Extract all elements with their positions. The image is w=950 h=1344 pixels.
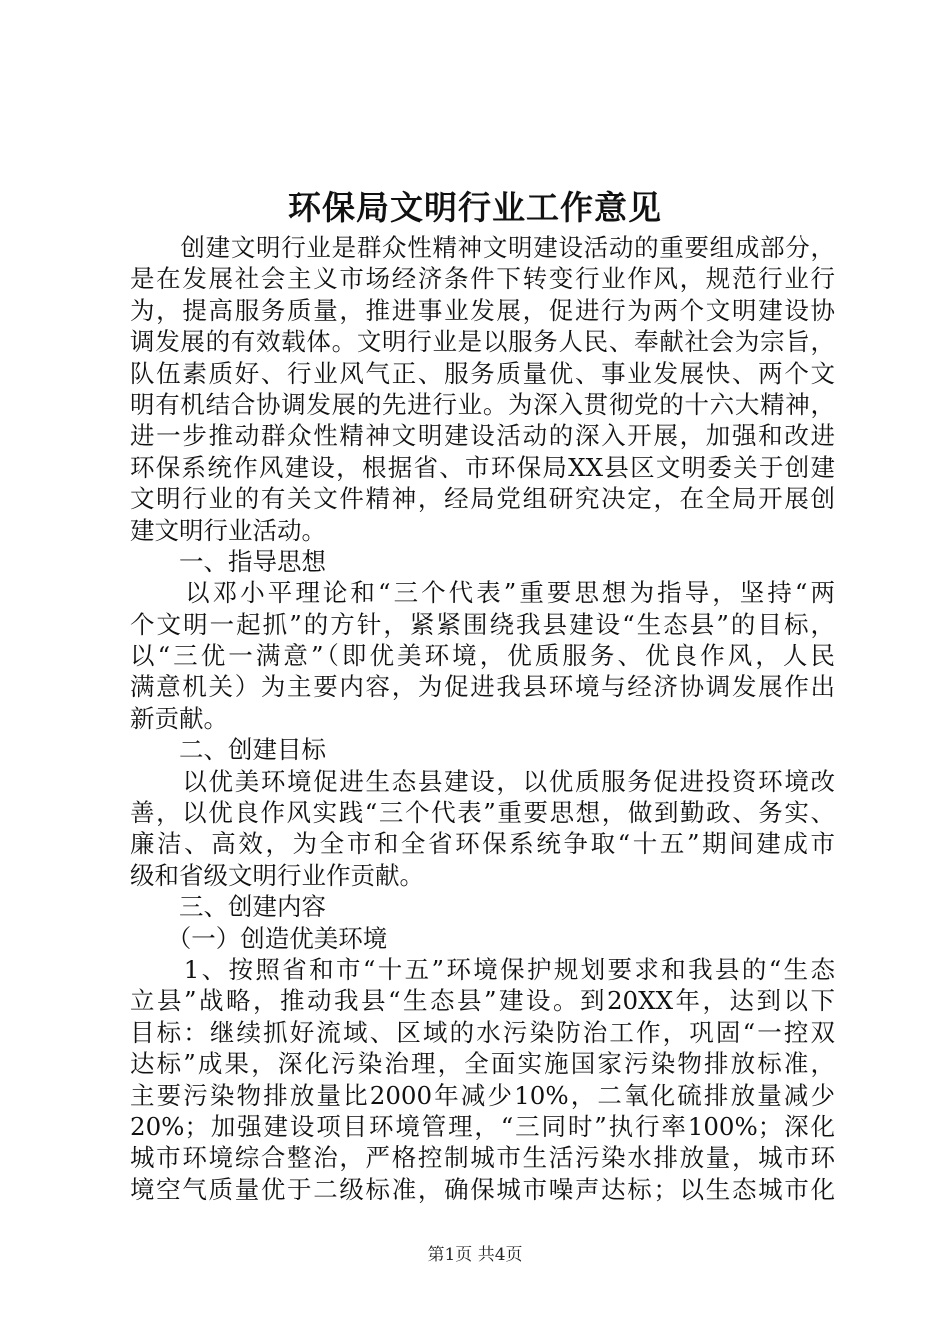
text-line: 以邓小平理论和“三个代表”重要思想为指导，坚持“两 (130, 578, 835, 608)
text-line: 达标”成果，深化污染治理，全面实施国家污染物排放标准， (130, 1049, 835, 1079)
text-line: 个文明一起抓”的方针，紧紧围绕我县建设“生态县”的目标， (130, 609, 835, 639)
text-line: 1、按照省和市“十五”环境保护规划要求和我县的“生态 (130, 954, 835, 984)
text-line: 建文明行业活动。 (130, 515, 326, 545)
text-line: 调发展的有效载体。文明行业是以服务人民、奉献社会为宗旨， (130, 327, 835, 357)
text-line: 目标：继续抓好流域、区域的水污染防治工作，巩固“一控双 (130, 1017, 835, 1047)
text-line: 城市环境综合整治，严格控制城市生活污染水排放量，城市环 (130, 1143, 835, 1173)
text-line: 为，提高服务质量，推进事业发展，促进行为两个文明建设协 (130, 295, 835, 325)
text-line: 善，以优良作风实践“三个代表”重要思想，做到勤政、务实、 (130, 798, 835, 828)
text-line: 明有机结合协调发展的先进行业。为深入贯彻党的十六大精神， (130, 389, 835, 419)
text-line: 一、指导思想 (130, 546, 326, 576)
page-footer: 第1页 共4页 (427, 1245, 523, 1265)
text-line: 进一步推动群众性精神文明建设活动的深入开展，加强和改进 (130, 421, 835, 451)
text-line: 廉洁、高效，为全市和全省环保系统争取“十五”期间建成市 (130, 829, 835, 859)
text-line: 级和省级文明行业作贡献。 (130, 860, 424, 890)
text-line: 境空气质量优于二级标准，确保城市噪声达标；以生态城市化 (130, 1174, 835, 1204)
document-title: 环保局文明行业工作意见 (288, 188, 662, 227)
text-line: 文明行业的有关文件精神，经局党组研究决定，在全局开展创 (130, 484, 835, 514)
document-body (130, 232, 835, 1205)
text-line: 三、创建内容 (130, 892, 326, 922)
text-line: 以优美环境促进生态县建设，以优质服务促进投资环境改 (130, 766, 835, 796)
text-line: 主要污染物排放量比2000年减少10%，二氧化硫排放量减少 (130, 1080, 835, 1110)
text-line: （一）创造优美环境 (130, 923, 388, 953)
text-line: 以“三优一满意”（即优美环境，优质服务、优良作风，人民 (130, 641, 835, 671)
text-line: 队伍素质好、行业风气正、服务质量优、事业发展快、两个文 (130, 358, 835, 388)
text-line: 满意机关）为主要内容，为促进我县环境与经济协调发展作出 (130, 672, 835, 702)
text-line: 新贡献。 (130, 703, 228, 733)
text-line: 20%；加强建设项目环境管理，“三同时”执行率100%；深化 (130, 1111, 835, 1141)
text-line: 环保系统作风建设，根据省、市环保局XX县区文明委关于创建 (130, 452, 835, 482)
text-line: 是在发展社会主义市场经济条件下转变行业作风，规范行业行 (130, 264, 835, 294)
text-line: 立县”战略，推动我县“生态县”建设。到20XX年，达到以下 (130, 986, 835, 1016)
text-line: 创建文明行业是群众性精神文明建设活动的重要组成部分， (130, 233, 835, 262)
text-line: 二、创建目标 (130, 735, 326, 765)
